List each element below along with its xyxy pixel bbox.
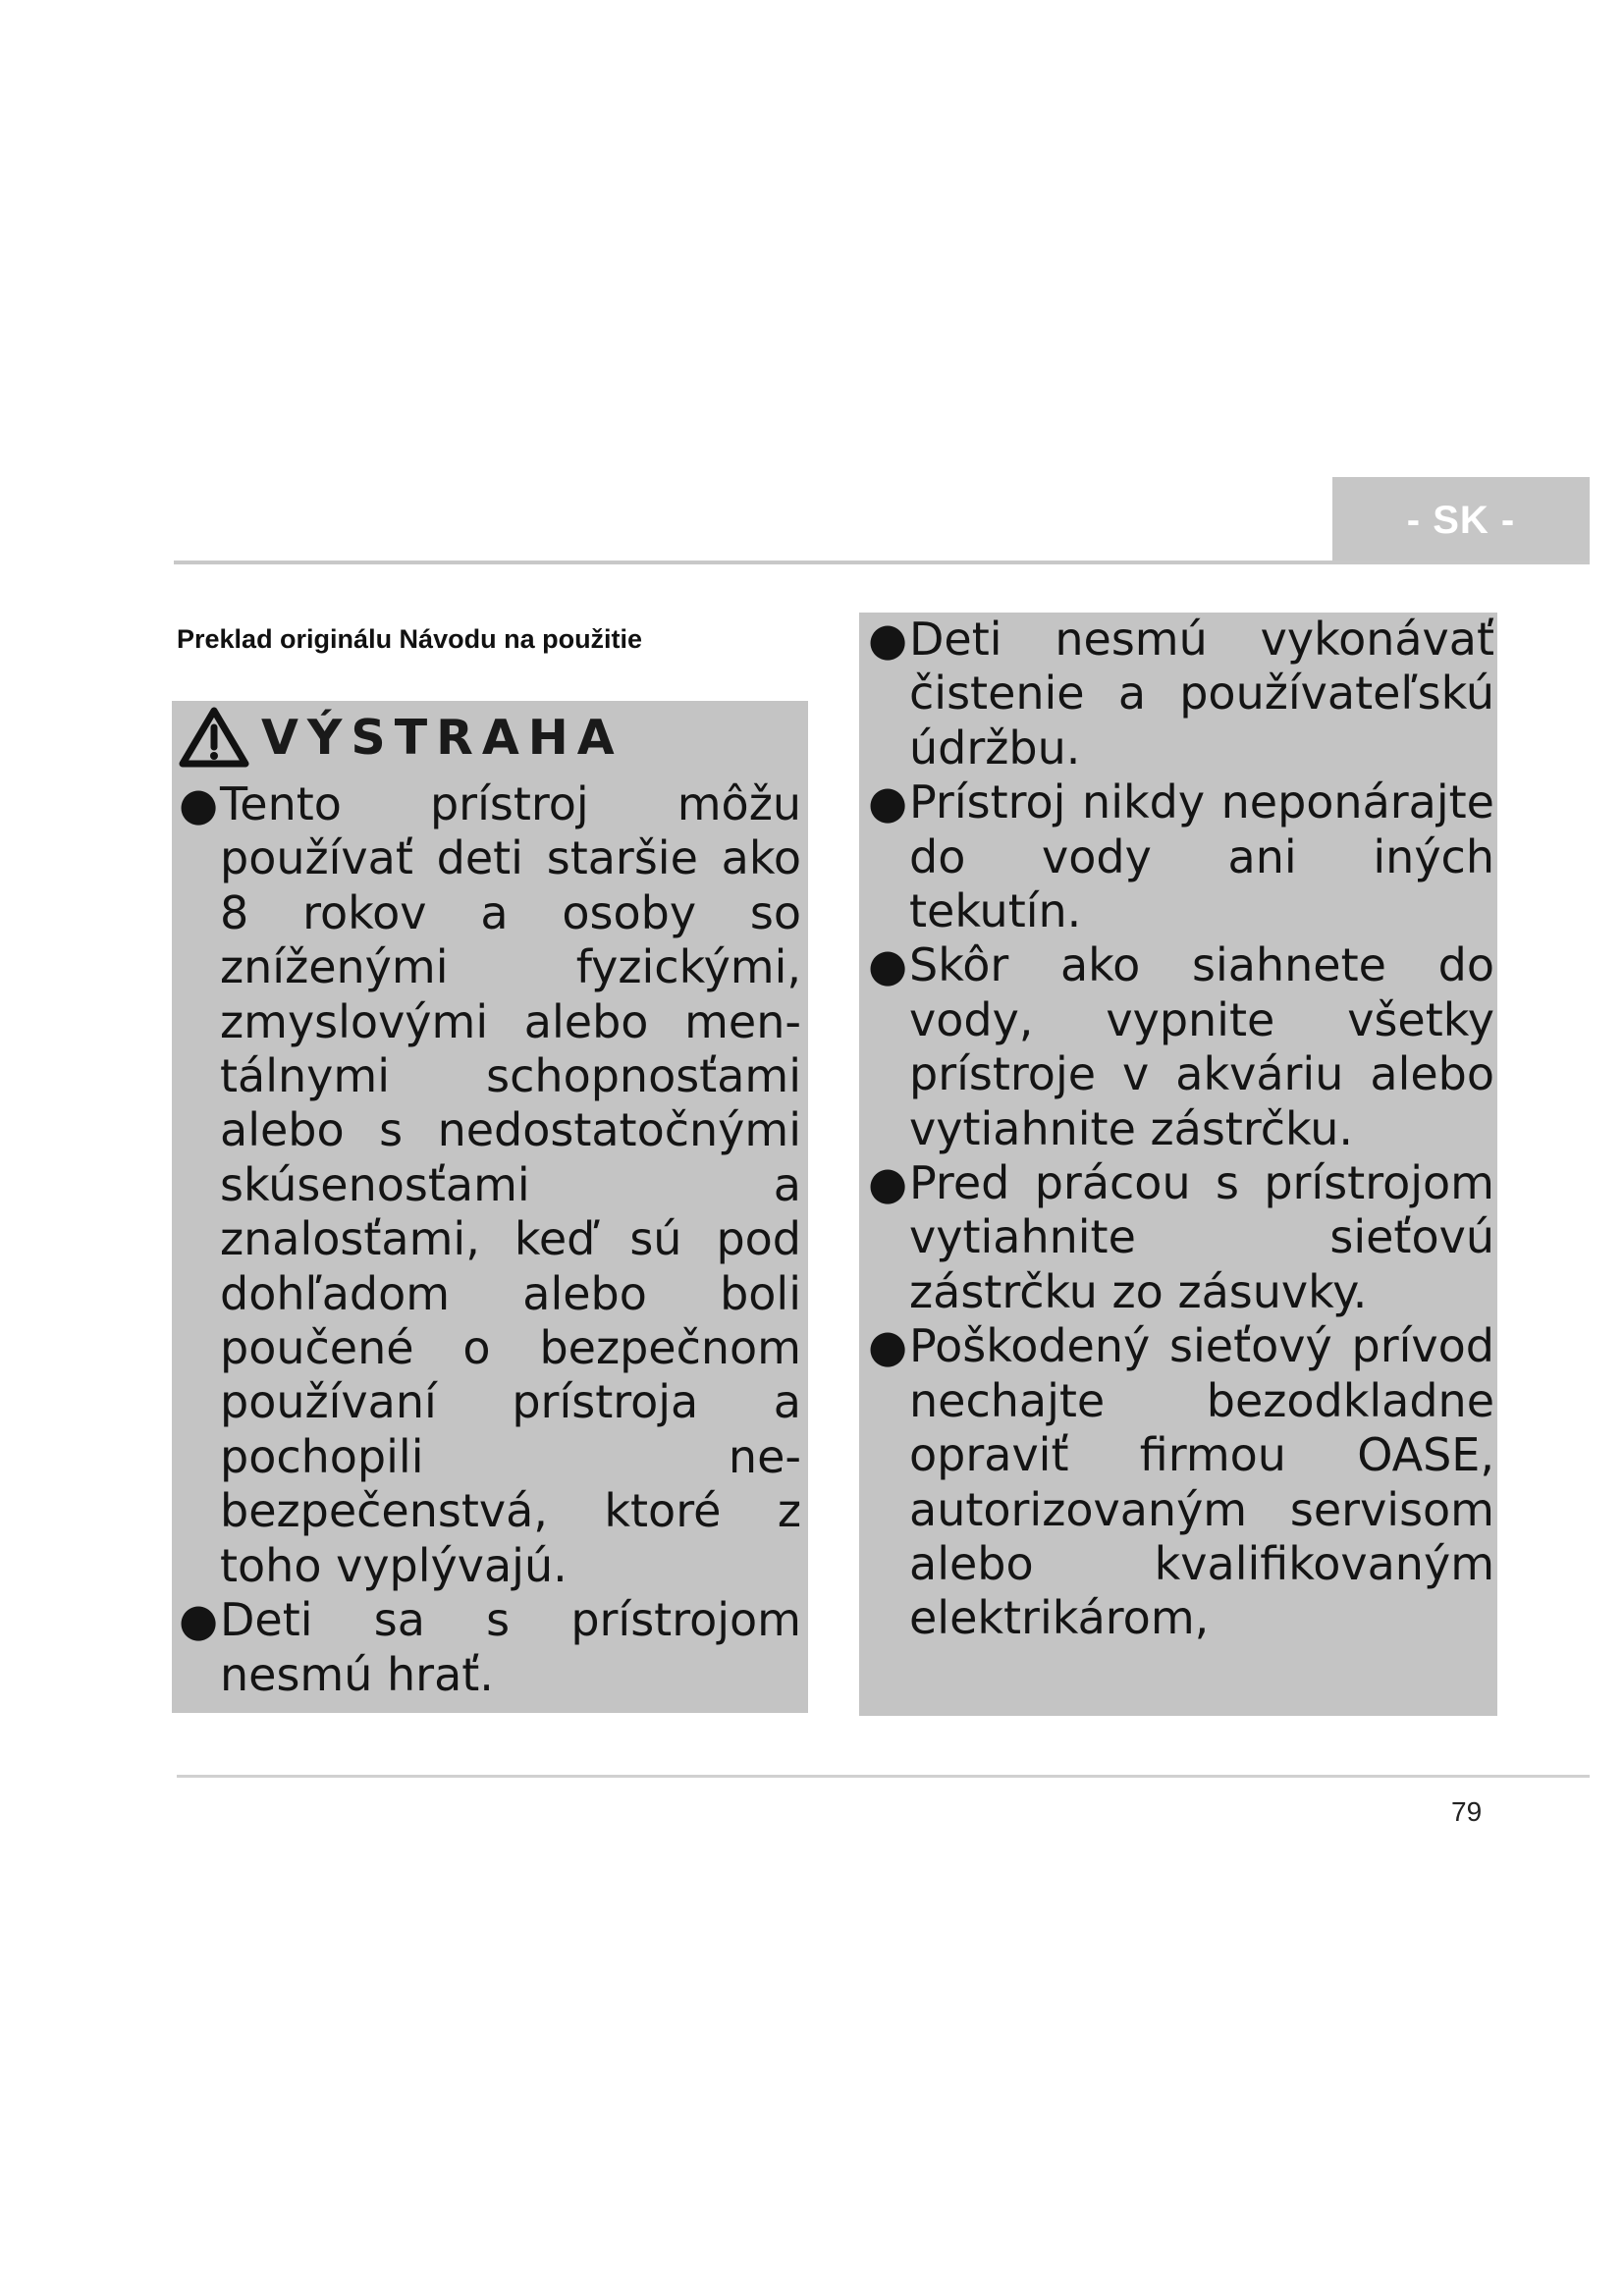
list-item — [177, 777, 801, 1593]
list-item — [866, 938, 1494, 1156]
warning-list-left — [177, 777, 801, 1702]
bullet-icon: ● — [868, 1319, 908, 1373]
warning-heading — [179, 703, 623, 772]
bullet-icon: ● — [868, 938, 908, 992]
document-subtitle: Preklad originálu Návodu na použitie — [177, 624, 643, 654]
list-item-text: Prístroj nikdy neponárajte do vody ani iných tekutín. — [909, 775, 1494, 938]
bullet-icon: ● — [868, 775, 908, 829]
list-item — [866, 1156, 1494, 1319]
list-item-text: Deti nesmú vykonávať čistenie a používateľskú údržbu. — [909, 613, 1494, 774]
bullet-icon: ● — [868, 613, 908, 666]
list-item-text: Poškodený sieťový prívod nechajte bezodkladne opraviť firmou OASE, autorizovaným servisom alebo kvalifikovaným elektrikárom, — [909, 1319, 1494, 1645]
list-item — [866, 775, 1494, 938]
list-item — [866, 613, 1494, 775]
language-tab: - SK - — [1332, 477, 1590, 563]
warning-list-right — [866, 613, 1494, 1646]
warning-title: VÝSTRAHA — [261, 709, 623, 766]
footer-divider — [177, 1775, 1590, 1778]
bullet-icon: ● — [179, 1593, 219, 1647]
list-item-text: Skôr ako siahnete do vody, vypnite všetky prístroje v akváriu alebo vytiahnite zástrčku. — [909, 938, 1494, 1155]
bullet-icon: ● — [179, 777, 219, 830]
bullet-icon: ● — [868, 1156, 908, 1210]
list-item-text: Pred prácou s prístrojom vytiahnite sieťovú zástrčku zo zásuvky. — [909, 1156, 1494, 1318]
warning-triangle-icon — [179, 706, 249, 769]
header-divider — [174, 561, 1590, 564]
list-item — [866, 1319, 1494, 1645]
list-item-text: Deti sa s prístrojom nesmú hrať. — [220, 1593, 801, 1701]
page-number: 79 — [1451, 1796, 1483, 1827]
list-item-text: Tento prístroj môžu používať deti staršie ako 8 rokov a osoby so zníženými fyzickými, zmyslovými alebo mentálnymi schopnosťami alebo s nedostatočnými skúsenosťami a znalosťami, keď sú pod dohľadom alebo boli poučené o bezpečnom používaní prístroja a pochopili nebezpečenstvá, ktoré z toho vyplývajú. — [220, 777, 801, 1592]
list-item — [177, 1593, 801, 1702]
